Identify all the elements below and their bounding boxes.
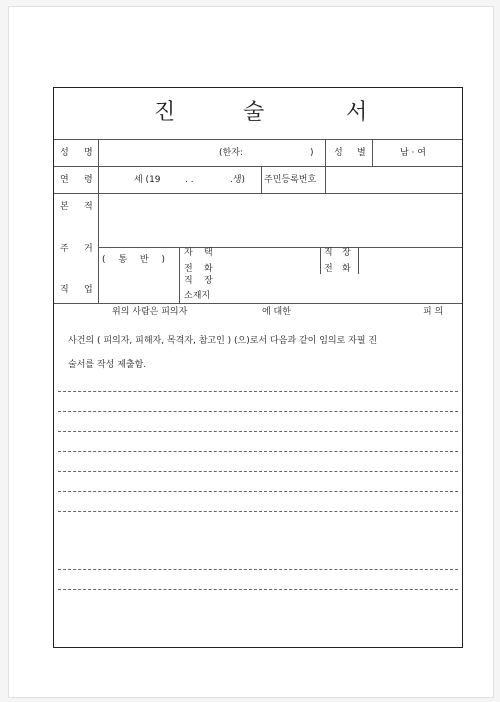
age-label-2: 령: [84, 175, 93, 185]
writing-line[interactable]: [58, 589, 458, 590]
title-char-3: 서: [346, 100, 368, 125]
writing-line[interactable]: [58, 391, 458, 392]
home-label-1: 자: [184, 248, 193, 258]
label-column-divider: [98, 139, 99, 303]
writing-line[interactable]: [58, 431, 458, 432]
gender-label-divider-right: [372, 139, 373, 166]
statement-line2: 사건의 ( 피의자, 피해자, 목격자, 참고인 ) (으)로서 다음과 같이 임의로 자필 진: [68, 336, 378, 346]
hanja-close: ): [310, 148, 314, 158]
rrn-label: 주민등록번호: [264, 175, 317, 185]
work-phone-label-1: 전: [324, 264, 333, 274]
rule-under-domicile: [98, 247, 462, 248]
birth-year-suffix: .생): [230, 175, 246, 185]
rule-under-job: [54, 303, 462, 304]
gender-label-1: 성: [334, 148, 343, 158]
phone-label-2: 화: [204, 264, 213, 274]
writing-line[interactable]: [58, 411, 458, 412]
rule-under-age: [54, 193, 462, 194]
address-divider-3: [358, 247, 359, 274]
age-value: 세 (19: [134, 175, 161, 185]
age-label-1: 연: [60, 175, 69, 185]
title-char-1: 진: [154, 100, 176, 125]
rrn-divider-left: [261, 166, 262, 193]
statement-form: [53, 87, 463, 648]
birth-date-dots: . .: [185, 175, 194, 185]
statement-line1-a: 위의 사람은 피의자: [112, 307, 188, 317]
hanja-label: (한자:: [219, 148, 243, 158]
domicile-label-2: 적: [84, 202, 93, 212]
job-label-2: 업: [84, 285, 93, 295]
work-label-2: 장: [342, 248, 351, 258]
writing-line[interactable]: [58, 471, 458, 472]
address-label-2: 거: [84, 244, 93, 254]
form-title: [54, 98, 462, 128]
rrn-divider-right: [325, 166, 326, 193]
home-label-2: 택: [204, 248, 213, 258]
phone-label-1: 전: [184, 264, 193, 274]
name-label-2: 명: [84, 148, 93, 158]
office-location-label: 소재지: [184, 291, 211, 301]
gender-label-2: 별: [357, 148, 366, 158]
writing-line[interactable]: [58, 511, 458, 512]
address-divider-1: [179, 247, 180, 303]
statement-line1-c: 피 의: [423, 307, 444, 317]
work-phone-label-2: 화: [342, 264, 351, 274]
writing-line[interactable]: [58, 569, 458, 570]
work-label-1: 직: [324, 248, 333, 258]
gender-value: 남 · 여: [400, 148, 426, 158]
address-label-1: 주: [60, 244, 69, 254]
domicile-label-1: 본: [60, 202, 69, 212]
gender-label-divider-left: [325, 139, 326, 166]
address-divider-2: [320, 247, 321, 274]
title-char-2: 술: [243, 100, 265, 125]
tong-ban-label: ( 통 반 ): [102, 255, 165, 265]
office-label-2: 장: [204, 276, 213, 286]
statement-line3: 술서를 작성 제출함.: [68, 360, 147, 370]
statement-line1-b: 에 대한: [262, 307, 291, 317]
office-label-1: 직: [184, 276, 193, 286]
rule-under-name: [54, 166, 462, 167]
writing-line[interactable]: [58, 451, 458, 452]
name-label-1: 성: [60, 148, 69, 158]
writing-line[interactable]: [58, 491, 458, 492]
job-label-1: 직: [60, 285, 69, 295]
rule-under-title: [54, 139, 462, 140]
document-page: [8, 6, 494, 698]
